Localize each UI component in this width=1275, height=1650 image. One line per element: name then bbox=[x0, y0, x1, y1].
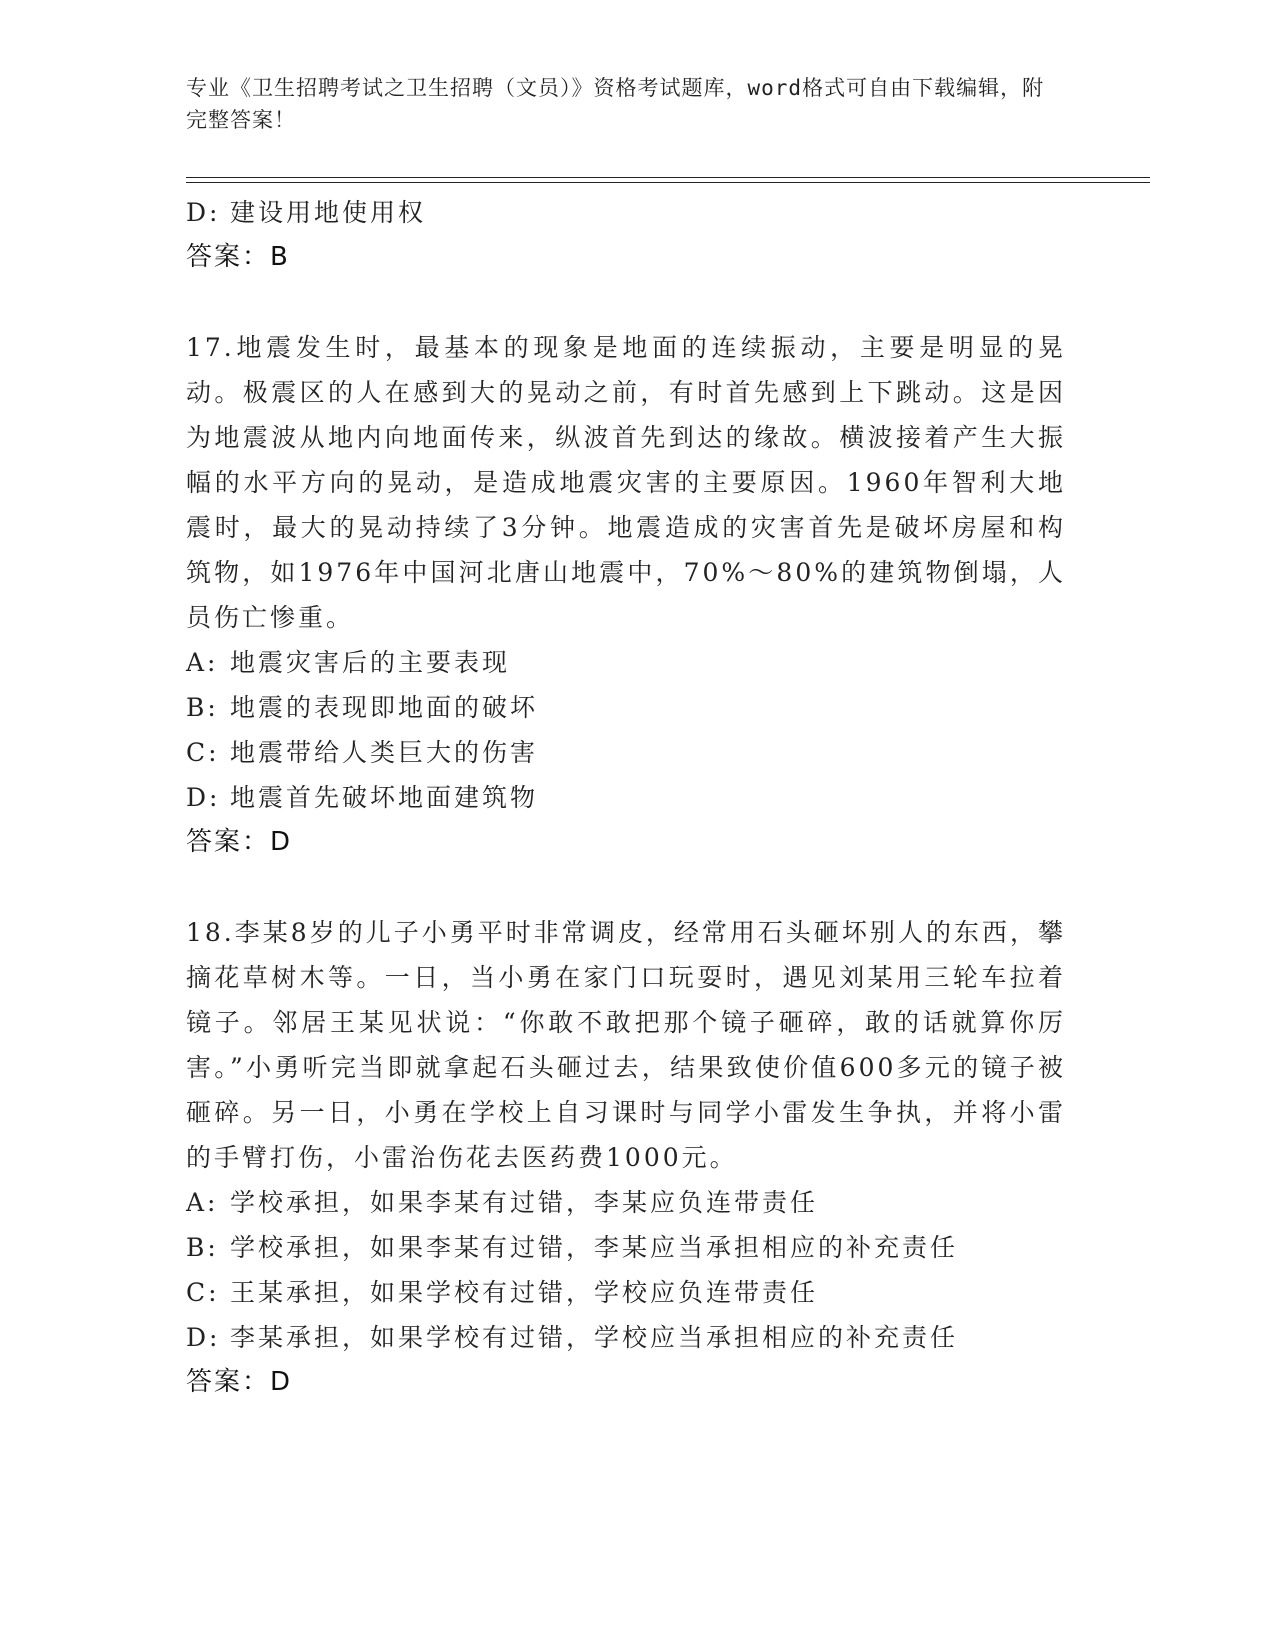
page-header: 专业《卫生招聘考试之卫生招聘（文员）》资格考试题库，word格式可自由下载编辑，附完整答案！ bbox=[186, 76, 1045, 132]
option-text: 地震的表现即地面的破坏 bbox=[230, 693, 539, 722]
option-text: 李某承担，如果学校有过错，学校应当承担相应的补充责任 bbox=[230, 1323, 959, 1352]
option-label: B: bbox=[186, 693, 219, 722]
prev-answer: 答案：B bbox=[186, 242, 290, 272]
option-label: A: bbox=[186, 1188, 219, 1217]
document-body bbox=[186, 190, 1086, 1405]
question-17-answer: 答案：D bbox=[186, 827, 293, 857]
option-text: 地震带给人类巨大的伤害 bbox=[230, 738, 539, 767]
question-17-option-c bbox=[186, 730, 1086, 775]
question-17-option-b bbox=[186, 685, 1086, 730]
option-text: 学校承担，如果李某有过错，李某应当承担相应的补充责任 bbox=[230, 1233, 959, 1262]
option-label: C: bbox=[186, 1278, 220, 1307]
option-label: A: bbox=[186, 648, 219, 677]
question-17-stem: 17.地震发生时，最基本的现象是地面的连续振动，主要是明显的晃动。极震区的人在感到大的晃动之前，有时首先感到上下跳动。这是因为地震波从地内向地面传来，纵波首先到达的缘故。横波接着产生大振幅的水平方向的晃动，是造成地震灾害的主要原因。1960年智利大地震时，最大的晃动持续了3分钟。地震造成的灾害首先是破坏房屋和构筑物，如1976年中国河北唐山地震中，70%～80%的建筑物倒塌，人员伤亡惨重。 bbox=[186, 333, 1066, 632]
option-label: D: bbox=[186, 783, 221, 812]
question-18-answer: 答案：D bbox=[186, 1367, 293, 1397]
prev-option-d bbox=[186, 190, 1086, 235]
spacer bbox=[186, 865, 1086, 910]
question-17-option-a bbox=[186, 640, 1086, 685]
option-text: 建设用地使用权 bbox=[230, 198, 427, 227]
header-divider bbox=[186, 177, 1150, 183]
option-label: B: bbox=[186, 1233, 219, 1262]
question-18-option-a bbox=[186, 1180, 1086, 1225]
option-label: D: bbox=[186, 1323, 221, 1352]
spacer bbox=[186, 280, 1086, 325]
question-17-option-d bbox=[186, 775, 1086, 820]
option-text: 地震灾害后的主要表现 bbox=[230, 648, 511, 677]
question-18-stem: 18.李某8岁的儿子小勇平时非常调皮，经常用石头砸坏别人的东西，攀摘花草树木等。一日，当小勇在家门口玩耍时，遇见刘某用三轮车拉着镜子。邻居王某见状说：“你敢不敢把那个镜子砸碎，敢的话就算你厉害。”小勇听完当即就拿起石头砸过去，结果致使价值600多元的镜子被砸碎。另一日，小勇在学校上自习课时与同学小雷发生争执，并将小雷的手臂打伤，小雷治伤花去医药费1000元。 bbox=[186, 918, 1066, 1172]
option-text: 学校承担，如果李某有过错，李某应负连带责任 bbox=[230, 1188, 819, 1217]
option-text: 王某承担，如果学校有过错，学校应负连带责任 bbox=[230, 1278, 819, 1307]
option-text: 地震首先破坏地面建筑物 bbox=[230, 783, 539, 812]
question-18-option-d bbox=[186, 1315, 1086, 1360]
option-label: D: bbox=[186, 198, 221, 227]
option-label: C: bbox=[186, 738, 220, 767]
question-18-option-b bbox=[186, 1225, 1086, 1270]
question-18-option-c bbox=[186, 1270, 1086, 1315]
